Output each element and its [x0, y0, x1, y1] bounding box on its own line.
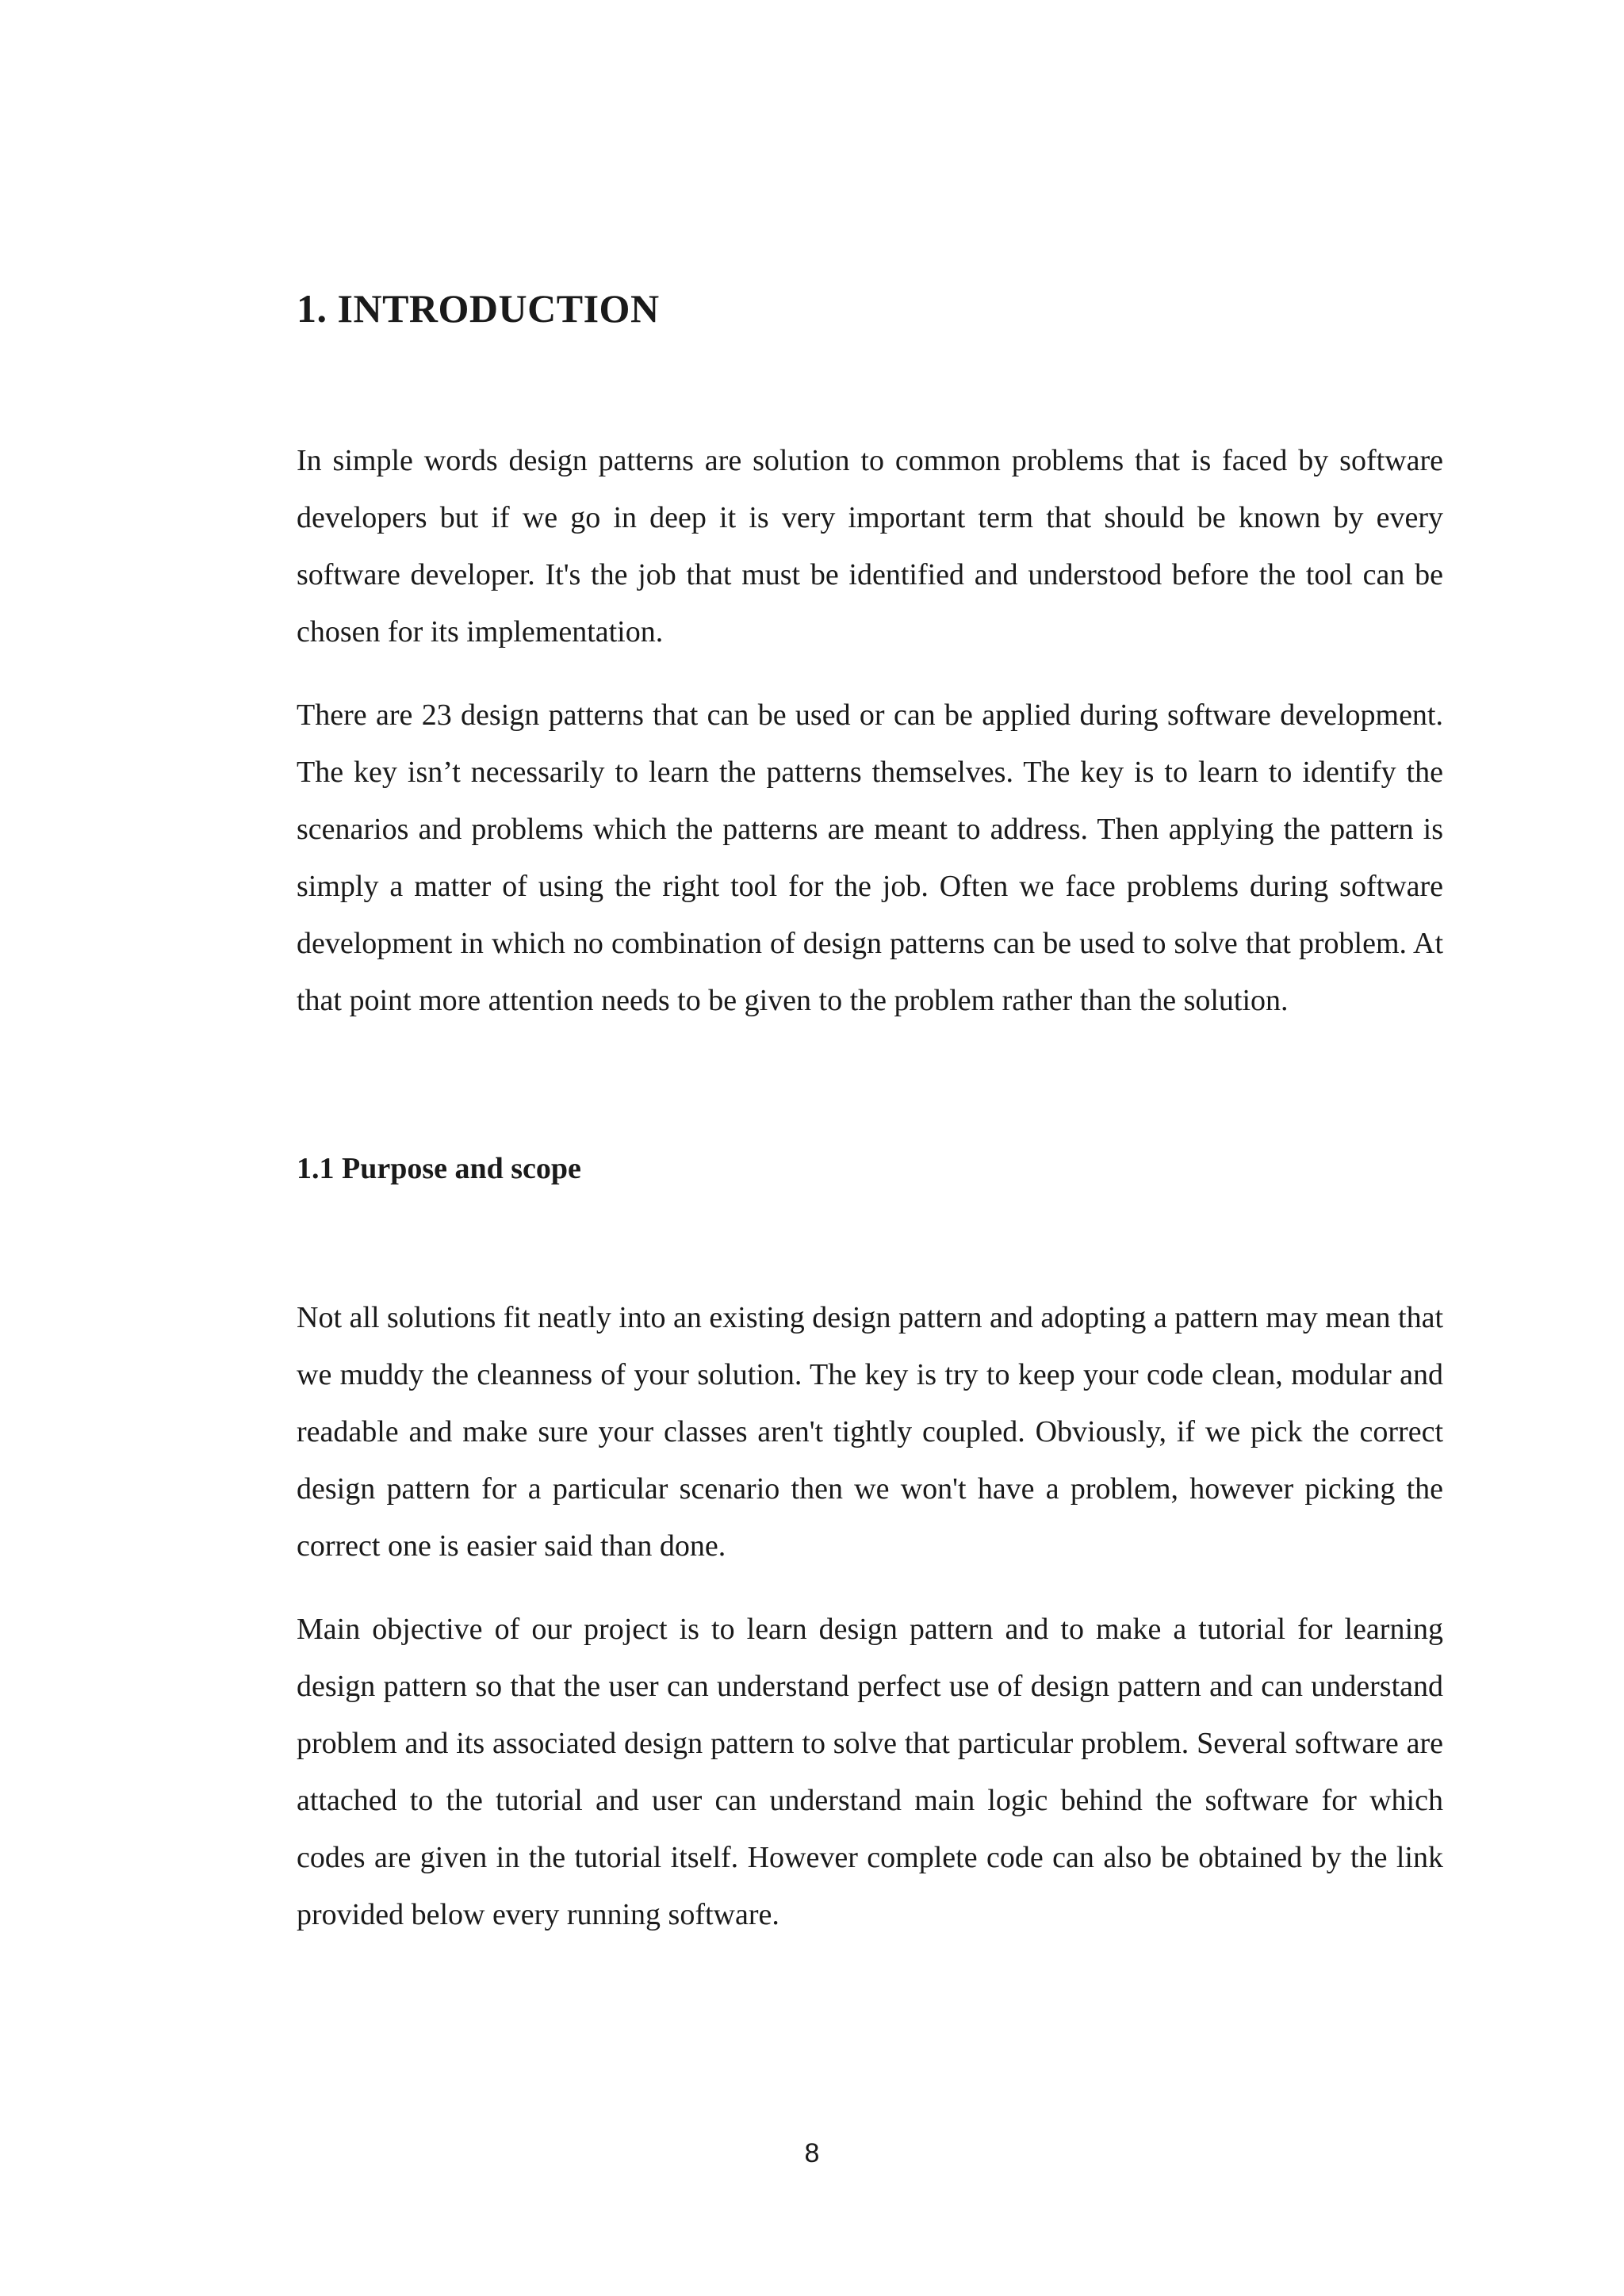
chapter-title: 1. INTRODUCTION	[297, 286, 660, 331]
page-number: 8	[804, 2138, 820, 2168]
scope-paragraph-1: Not all solutions fit neatly into an existing design pattern and adopting a pattern may mean that we muddy the cleanness of your solution. The key is try to keep your code clean, modular and readable and make sure your classes aren't tightly coupled. Obviously, if we pick the correct design pattern for a particular scenario then we won't have a problem, however picking the correct one is easier said than done.	[297, 1301, 1443, 1563]
page-content	[297, 279, 1443, 1943]
section-title: 1.1 Purpose and scope	[297, 1152, 581, 1185]
intro-paragraph-2: There are 23 design patterns that can be used or can be applied during software development. The key isn’t necessarily to learn the patterns themselves. The key is to learn to identify the scenarios and problems which the patterns are meant to address. Then applying the pattern is simply a matter of using the right tool for the job. Often we face problems during software development in which no combination of design patterns can be used to solve that problem. At that point more attention needs to be given to the problem rather than the solution.	[297, 698, 1443, 1017]
intro-paragraph-1: In simple words design patterns are solution to common problems that is faced by software developers but if we go in deep it is very important term that should be known by every software developer. It's the job that must be identified and understood before the tool can be chosen for its implementation.	[297, 444, 1443, 649]
scope-paragraph-2: Main objective of our project is to learn design pattern and to make a tutorial for learning design pattern so that the user can understand perfect use of design pattern and can understand problem and its associated design pattern to solve that particular problem. Several software are attached to the tutorial and user can understand main logic behind the software for which codes are given in the tutorial itself. However complete code can also be obtained by the link provided below every running software.	[297, 1613, 1443, 1931]
